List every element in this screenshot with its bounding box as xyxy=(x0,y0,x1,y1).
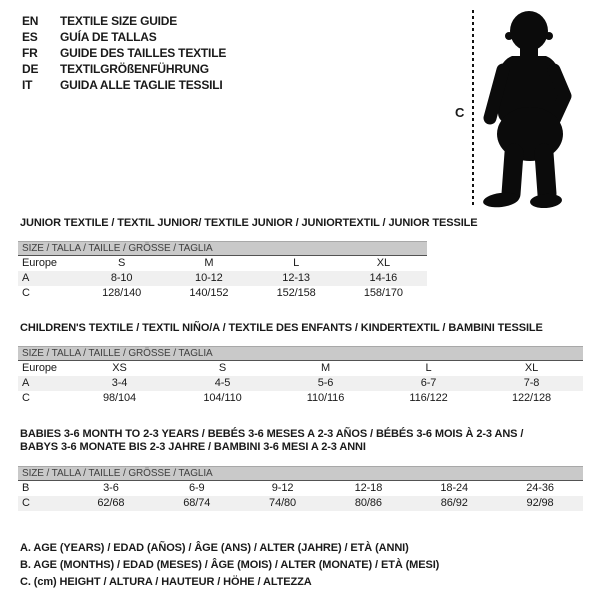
height-measure-line xyxy=(472,10,474,206)
language-list xyxy=(22,13,226,93)
baby-neck xyxy=(520,44,538,58)
size-cell: 104/110 xyxy=(203,392,242,404)
language-code: IT xyxy=(22,78,33,92)
size-table-row xyxy=(18,496,583,511)
row-label: C xyxy=(22,287,30,299)
language-label: GUÍA DE TALLAS xyxy=(60,30,157,44)
size-cell: 12-18 xyxy=(354,482,383,494)
baby-leg-right xyxy=(544,153,547,194)
size-header-bar: SIZE / TALLA / TAILLE / GRÖSSE / TAGLIA xyxy=(18,241,427,256)
height-label: C xyxy=(455,105,465,120)
size-cell: 110/116 xyxy=(306,392,345,404)
section-title-line: CHILDREN'S TEXTILE / TEXTIL NIÑO/A / TEXTILE DES ENFANTS / KINDERTEXTIL / BAMBINI TESSILE xyxy=(20,322,543,334)
footnote: B. AGE (MONTHS) / EDAD (MESES) / ÂGE (MOIS) / ALTER (MONATE) / ETÀ (MESI) xyxy=(20,559,440,571)
size-cell: 9-12 xyxy=(271,482,294,494)
size-cell: XS xyxy=(112,362,127,374)
size-cell: 12-13 xyxy=(282,272,310,284)
language-item xyxy=(22,13,226,29)
size-cell: S xyxy=(218,362,227,374)
size-cell: 80/86 xyxy=(354,497,382,509)
row-label: A xyxy=(22,272,30,284)
size-cell: 24-36 xyxy=(526,482,554,494)
language-item xyxy=(22,77,226,93)
section-junior-textile xyxy=(18,217,478,301)
footnotes xyxy=(20,540,439,591)
row-label: Europe xyxy=(22,257,57,269)
size-cell: 74/80 xyxy=(269,497,297,509)
size-cell: XL xyxy=(524,362,539,374)
language-label: GUIDA ALLE TAGLIE TESSILI xyxy=(60,78,223,92)
size-cell: M xyxy=(204,257,214,269)
size-cell: 8-10 xyxy=(110,272,133,284)
size-cell: 6-7 xyxy=(420,377,437,389)
footnote: C. (cm) HEIGHT / ALTURA / HAUTEUR / HÖHE / ALTEZZA xyxy=(20,576,312,588)
size-table-row xyxy=(18,376,583,391)
footnote: A. AGE (YEARS) / EDAD (AÑOS) / ÂGE (ANS) / ALTER (JAHRE) / ETÀ (ANNI) xyxy=(20,542,409,554)
row-label: A xyxy=(22,377,30,389)
size-table-row xyxy=(18,271,427,286)
language-code: DE xyxy=(22,62,39,76)
row-label: C xyxy=(22,497,30,509)
size-cell: 3-6 xyxy=(103,482,119,494)
size-table-row xyxy=(18,391,583,406)
size-cell: 122/128 xyxy=(511,392,552,404)
row-label: Europe xyxy=(22,362,57,374)
baby-foot-right xyxy=(530,193,563,208)
size-table-body xyxy=(18,256,427,301)
size-table-body xyxy=(18,361,583,406)
section-title-line: JUNIOR TEXTILE / TEXTIL JUNIOR/ TEXTILE JUNIOR / JUNIORTEXTIL / JUNIOR TESSILE xyxy=(20,217,478,229)
language-label: TEXTILGRÖßENFÜHRUNG xyxy=(60,62,209,76)
language-label: TEXTILE SIZE GUIDE xyxy=(60,14,178,28)
size-cell: 18-24 xyxy=(440,482,469,494)
section-title xyxy=(20,322,583,335)
section-title-line: BABYS 3-6 MONATE BIS 2-3 JAHRE / BAMBINI 3-6 MESI A 2-3 ANNI xyxy=(20,441,366,453)
size-table-row xyxy=(18,286,427,301)
size-header-bar: SIZE / TALLA / TAILLE / GRÖSSE / TAGLIA xyxy=(18,346,583,361)
size-cell: 5-6 xyxy=(317,377,334,389)
language-item xyxy=(22,29,226,45)
size-cell: 4-5 xyxy=(214,377,231,389)
size-cell: 68/74 xyxy=(183,497,211,509)
section-babies-textile xyxy=(18,428,583,511)
row-label: C xyxy=(22,392,30,404)
language-item xyxy=(22,61,226,77)
size-cell: 92/98 xyxy=(526,497,554,509)
baby-silhouette-icon xyxy=(482,8,600,208)
size-cell: 98/104 xyxy=(102,392,137,404)
baby-leg-left xyxy=(511,153,514,194)
language-label: GUIDE DES TAILLES TEXTILE xyxy=(60,46,227,60)
size-table xyxy=(18,481,583,511)
language-item xyxy=(22,45,226,61)
size-cell: 158/170 xyxy=(363,287,403,299)
size-cell: 86/92 xyxy=(440,497,468,509)
size-cell: 140/152 xyxy=(189,287,229,299)
size-table-body xyxy=(18,481,583,511)
size-table-row xyxy=(18,481,583,496)
size-cell: 6-9 xyxy=(188,482,205,494)
section-title xyxy=(20,428,583,454)
size-cell: 7-8 xyxy=(523,377,540,389)
size-cell: L xyxy=(293,257,300,269)
size-cell: S xyxy=(118,257,126,269)
size-header-bar: SIZE / TALLA / TAILLE / GRÖSSE / TAGLIA xyxy=(18,466,583,481)
size-cell: M xyxy=(320,362,331,374)
size-cell: L xyxy=(425,362,432,374)
size-cell: 62/68 xyxy=(97,497,125,509)
size-table xyxy=(18,361,583,406)
size-cell: XL xyxy=(376,257,390,269)
size-table-row xyxy=(18,256,427,271)
section-title xyxy=(20,217,478,230)
language-code: ES xyxy=(22,30,38,44)
language-code: EN xyxy=(22,14,39,28)
size-table-row xyxy=(18,361,583,376)
size-cell: 152/158 xyxy=(276,287,316,299)
size-cell: 3-4 xyxy=(111,377,128,389)
language-code: FR xyxy=(22,46,38,60)
row-label: B xyxy=(22,482,30,494)
size-cell: 128/140 xyxy=(102,287,142,299)
size-cell: 10-12 xyxy=(195,272,223,284)
section-childrens-textile xyxy=(18,322,583,406)
size-cell: 116/122 xyxy=(409,392,448,404)
size-table xyxy=(18,256,427,301)
size-cell: 14-16 xyxy=(369,272,398,284)
section-title-line: BABIES 3-6 MONTH TO 2-3 YEARS / BEBÉS 3-6 MESES A 2-3 AÑOS / BÉBÉS 3-6 MOIS À 2-3 ANS / xyxy=(20,428,524,440)
